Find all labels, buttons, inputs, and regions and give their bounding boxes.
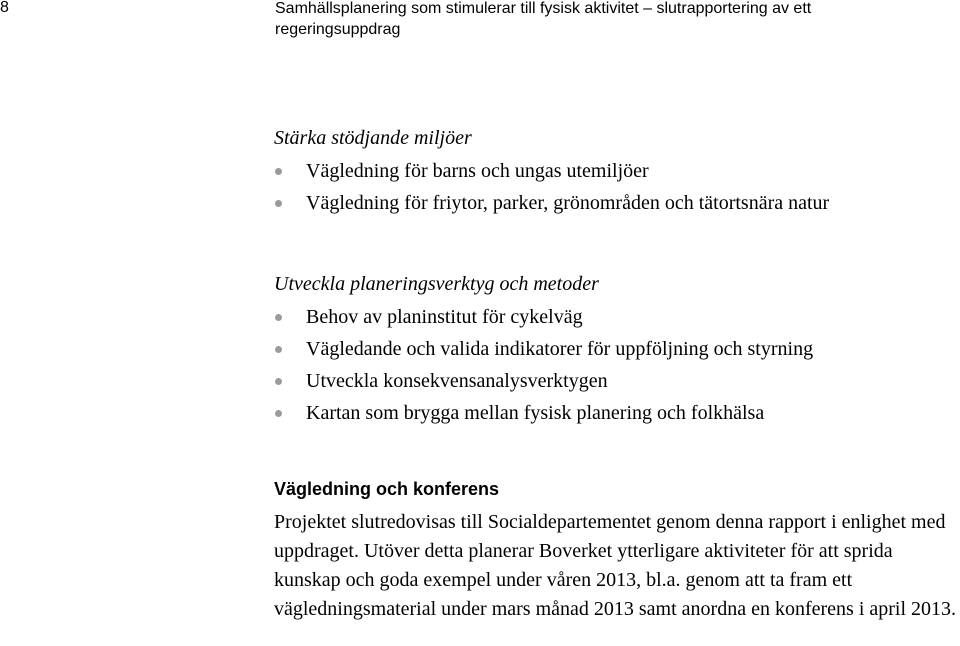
list-item-text: Vägledning för barns och ungas utemiljöer — [306, 160, 649, 182]
section-heading: Stärka stödjande miljöer — [274, 127, 472, 149]
list-item-text: Behov av planinstitut för cykelväg — [306, 306, 583, 328]
section-guidance-conference — [274, 478, 960, 624]
bullet-dot-icon — [275, 346, 282, 353]
list-item — [274, 306, 960, 328]
body-paragraph: Projektet slutredovisas till Socialdepartementet genom denna rapport i enlighet med uppdraget. Utöver detta planerar Boverket ytterligare aktiviteter för att sprida kunskap och goda exempel under våren 2013, bl.a. genom att ta fram ett vägledningsmaterial under mars månad 2013 samt anordna en konferens i april 2013. — [274, 511, 957, 620]
list-item-text: Vägledande och valida indikatorer för uppföljning och styrning — [306, 338, 814, 360]
list-item — [274, 338, 960, 360]
list-item-text: Kartan som brygga mellan fysisk planering och folkhälsa — [306, 402, 765, 424]
section-planning-tools — [274, 272, 960, 424]
list-item — [274, 370, 960, 392]
running-header-title: Samhällsplanering som stimulerar till fysisk aktivitet – slutrapportering av ett regeringsuppdrag — [275, 0, 812, 38]
bullet-dot-icon — [275, 200, 282, 207]
section-heading: Vägledning och konferens — [274, 479, 500, 499]
list-item — [274, 192, 960, 214]
page-number: 8 — [0, 0, 9, 16]
list-item — [274, 402, 960, 424]
bullet-dot-icon — [275, 410, 282, 417]
list-item-text: Vägledning för friytor, parker, grönområden och tätortsnära natur — [306, 192, 830, 214]
list-item — [274, 160, 960, 182]
section-supportive-environments — [274, 126, 960, 214]
bullet-list — [274, 160, 960, 214]
bullet-dot-icon — [275, 378, 282, 385]
bullet-list — [274, 306, 960, 424]
bullet-dot-icon — [275, 314, 282, 321]
section-heading: Utveckla planeringsverktyg och metoder — [274, 273, 599, 295]
bullet-dot-icon — [275, 168, 282, 175]
list-item-text: Utveckla konsekvensanalysverktygen — [306, 370, 608, 392]
